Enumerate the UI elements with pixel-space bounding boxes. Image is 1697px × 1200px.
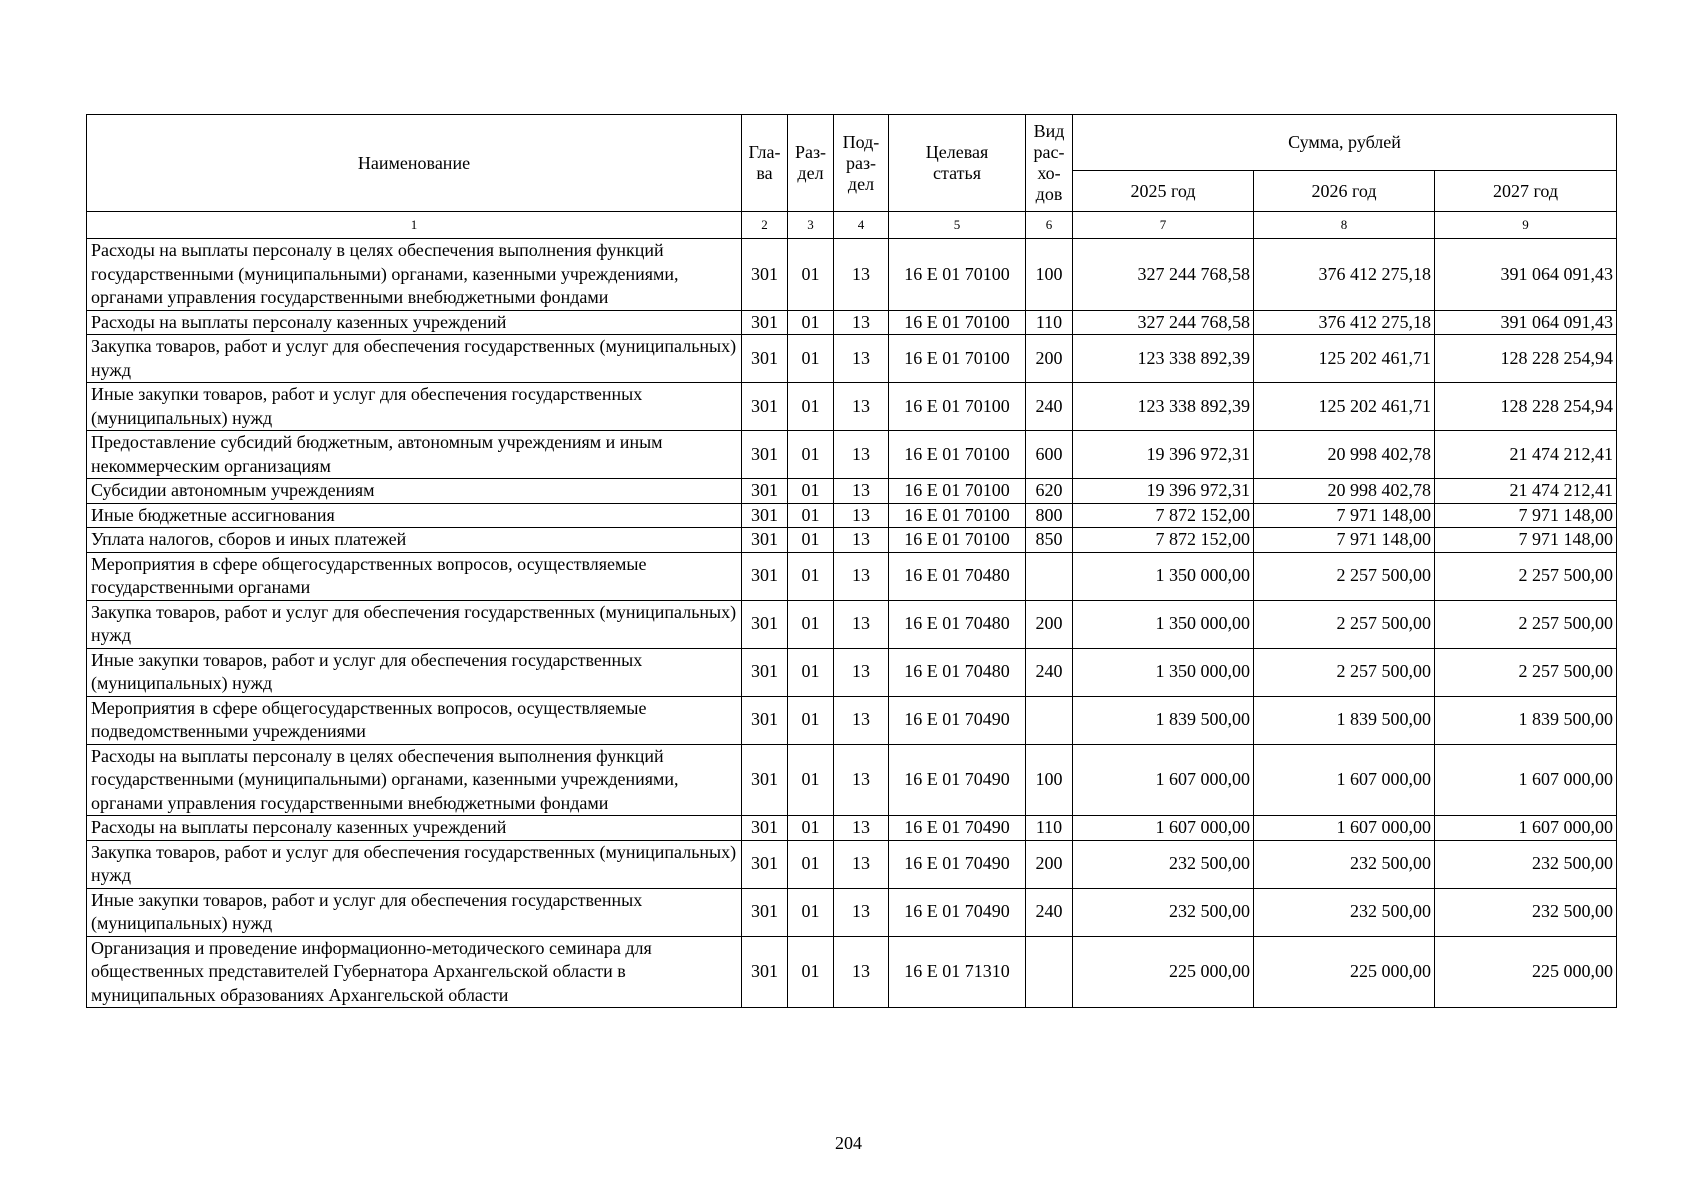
row-chapter: 301 (742, 431, 788, 479)
row-amount-2026: 2 257 500,00 (1254, 552, 1435, 600)
row-amount-2026: 1 607 000,00 (1254, 744, 1435, 816)
row-section: 01 (788, 239, 834, 311)
row-name: Мероприятия в сфере общегосударственных вопросов, осуществляемые государственными органами (87, 552, 742, 600)
row-target-article: 16 Е 01 70490 (889, 840, 1026, 888)
row-chapter: 301 (742, 936, 788, 1008)
row-section: 01 (788, 335, 834, 383)
col-number: 5 (889, 212, 1026, 239)
row-amount-2025: 7 872 152,00 (1073, 528, 1254, 553)
row-target-article: 16 Е 01 70100 (889, 479, 1026, 504)
header-section: Раз- дел (788, 115, 834, 212)
row-section: 01 (788, 696, 834, 744)
row-amount-2025: 232 500,00 (1073, 888, 1254, 936)
row-target-article: 16 Е 01 70480 (889, 600, 1026, 648)
row-chapter: 301 (742, 552, 788, 600)
row-name: Расходы на выплаты персоналу казенных учреждений (87, 816, 742, 841)
row-target-article: 16 Е 01 70490 (889, 816, 1026, 841)
row-name: Расходы на выплаты персоналу в целях обеспечения выполнения функций государственными (муниципальными) органами, казенными учреждениями, органами управления государственными внебюджетными фондами (87, 239, 742, 311)
col-number: 1 (87, 212, 742, 239)
row-expense-type (1026, 696, 1073, 744)
col-number: 2 (742, 212, 788, 239)
table-row (87, 310, 1617, 335)
row-amount-2026: 1 607 000,00 (1254, 816, 1435, 841)
row-name: Иные закупки товаров, работ и услуг для обеспечения государственных (муниципальных) нужд (87, 888, 742, 936)
row-amount-2025: 19 396 972,31 (1073, 479, 1254, 504)
row-amount-2025: 1 607 000,00 (1073, 816, 1254, 841)
row-amount-2025: 327 244 768,58 (1073, 310, 1254, 335)
row-target-article: 16 Е 01 70480 (889, 648, 1026, 696)
row-subsection: 13 (834, 528, 889, 553)
row-target-article: 16 Е 01 70100 (889, 528, 1026, 553)
row-amount-2025: 1 350 000,00 (1073, 600, 1254, 648)
header-expense-type: Вид рас- хо- дов (1026, 115, 1073, 212)
row-amount-2025: 19 396 972,31 (1073, 431, 1254, 479)
header-year-2026: 2026 год (1254, 171, 1435, 212)
row-section: 01 (788, 528, 834, 553)
row-amount-2027: 2 257 500,00 (1435, 648, 1617, 696)
col-number: 4 (834, 212, 889, 239)
table-row (87, 528, 1617, 553)
table-row (87, 744, 1617, 816)
row-amount-2027: 2 257 500,00 (1435, 600, 1617, 648)
row-section: 01 (788, 310, 834, 335)
row-amount-2026: 7 971 148,00 (1254, 503, 1435, 528)
row-section: 01 (788, 936, 834, 1008)
row-name: Предоставление субсидий бюджетным, автономным учреждениям и иным некоммерческим организациям (87, 431, 742, 479)
table-row (87, 503, 1617, 528)
row-expense-type: 240 (1026, 648, 1073, 696)
row-chapter: 301 (742, 816, 788, 841)
row-amount-2026: 2 257 500,00 (1254, 648, 1435, 696)
row-expense-type: 110 (1026, 310, 1073, 335)
row-chapter: 301 (742, 744, 788, 816)
row-chapter: 301 (742, 840, 788, 888)
row-amount-2027: 1 607 000,00 (1435, 816, 1617, 841)
table-row (87, 600, 1617, 648)
table-header (87, 115, 1617, 239)
row-expense-type: 110 (1026, 816, 1073, 841)
row-name: Иные бюджетные ассигнования (87, 503, 742, 528)
row-target-article: 16 Е 01 70490 (889, 888, 1026, 936)
row-target-article: 16 Е 01 70490 (889, 744, 1026, 816)
row-expense-type (1026, 552, 1073, 600)
row-amount-2027: 21 474 212,41 (1435, 431, 1617, 479)
row-chapter: 301 (742, 383, 788, 431)
table-row (87, 335, 1617, 383)
row-subsection: 13 (834, 239, 889, 311)
row-chapter: 301 (742, 888, 788, 936)
table-body (87, 239, 1617, 1008)
row-amount-2027: 2 257 500,00 (1435, 552, 1617, 600)
row-subsection: 13 (834, 888, 889, 936)
row-amount-2025: 1 607 000,00 (1073, 744, 1254, 816)
table-row (87, 479, 1617, 504)
row-amount-2025: 225 000,00 (1073, 936, 1254, 1008)
row-subsection: 13 (834, 816, 889, 841)
row-section: 01 (788, 552, 834, 600)
header-sum: Сумма, рублей (1073, 115, 1617, 171)
row-target-article: 16 Е 01 70100 (889, 335, 1026, 383)
row-section: 01 (788, 648, 834, 696)
row-amount-2026: 376 412 275,18 (1254, 310, 1435, 335)
row-target-article: 16 Е 01 70100 (889, 431, 1026, 479)
row-expense-type: 100 (1026, 744, 1073, 816)
row-amount-2026: 2 257 500,00 (1254, 600, 1435, 648)
table-row (87, 936, 1617, 1008)
row-expense-type: 200 (1026, 600, 1073, 648)
col-number: 8 (1254, 212, 1435, 239)
row-chapter: 301 (742, 503, 788, 528)
table-row (87, 696, 1617, 744)
row-amount-2027: 128 228 254,94 (1435, 383, 1617, 431)
row-chapter: 301 (742, 335, 788, 383)
table-row (87, 431, 1617, 479)
row-amount-2027: 21 474 212,41 (1435, 479, 1617, 504)
table-row (87, 888, 1617, 936)
row-subsection: 13 (834, 479, 889, 504)
row-section: 01 (788, 816, 834, 841)
row-name: Мероприятия в сфере общегосударственных вопросов, осуществляемые подведомственными учреждениями (87, 696, 742, 744)
row-amount-2026: 125 202 461,71 (1254, 335, 1435, 383)
row-chapter: 301 (742, 479, 788, 504)
row-amount-2027: 232 500,00 (1435, 840, 1617, 888)
row-amount-2026: 125 202 461,71 (1254, 383, 1435, 431)
table-row (87, 239, 1617, 311)
row-chapter: 301 (742, 528, 788, 553)
row-amount-2026: 225 000,00 (1254, 936, 1435, 1008)
row-amount-2027: 7 971 148,00 (1435, 528, 1617, 553)
row-amount-2027: 1 839 500,00 (1435, 696, 1617, 744)
row-name: Расходы на выплаты персоналу в целях обеспечения выполнения функций государственными (муниципальными) органами, казенными учреждениями, органами управления государственными внебюджетными фондами (87, 744, 742, 816)
row-target-article: 16 Е 01 70100 (889, 310, 1026, 335)
row-amount-2027: 128 228 254,94 (1435, 335, 1617, 383)
row-subsection: 13 (834, 840, 889, 888)
row-section: 01 (788, 840, 834, 888)
header-chapter: Гла- ва (742, 115, 788, 212)
row-chapter: 301 (742, 648, 788, 696)
row-amount-2026: 232 500,00 (1254, 888, 1435, 936)
row-section: 01 (788, 744, 834, 816)
row-name: Иные закупки товаров, работ и услуг для обеспечения государственных (муниципальных) нужд (87, 648, 742, 696)
row-target-article: 16 Е 01 70480 (889, 552, 1026, 600)
row-section: 01 (788, 479, 834, 504)
row-subsection: 13 (834, 600, 889, 648)
row-amount-2027: 225 000,00 (1435, 936, 1617, 1008)
row-name: Закупка товаров, работ и услуг для обеспечения государственных (муниципальных) нужд (87, 840, 742, 888)
row-amount-2025: 327 244 768,58 (1073, 239, 1254, 311)
row-name: Закупка товаров, работ и услуг для обеспечения государственных (муниципальных) нужд (87, 600, 742, 648)
header-subsection: Под- раз- дел (834, 115, 889, 212)
row-amount-2027: 1 607 000,00 (1435, 744, 1617, 816)
row-expense-type: 200 (1026, 335, 1073, 383)
table-row (87, 816, 1617, 841)
row-target-article: 16 Е 01 70490 (889, 696, 1026, 744)
row-chapter: 301 (742, 239, 788, 311)
row-target-article: 16 Е 01 70100 (889, 239, 1026, 311)
row-name: Иные закупки товаров, работ и услуг для обеспечения государственных (муниципальных) нужд (87, 383, 742, 431)
row-amount-2025: 232 500,00 (1073, 840, 1254, 888)
page-number: 204 (835, 1133, 862, 1153)
header-target-article: Целевая статья (889, 115, 1026, 212)
budget-table (86, 114, 1617, 1008)
row-name: Закупка товаров, работ и услуг для обеспечения государственных (муниципальных) нужд (87, 335, 742, 383)
row-section: 01 (788, 503, 834, 528)
table-row (87, 552, 1617, 600)
row-section: 01 (788, 600, 834, 648)
row-subsection: 13 (834, 310, 889, 335)
row-amount-2027: 391 064 091,43 (1435, 239, 1617, 311)
row-target-article: 16 Е 01 70100 (889, 383, 1026, 431)
row-subsection: 13 (834, 431, 889, 479)
header-year-2025: 2025 год (1073, 171, 1254, 212)
row-amount-2027: 391 064 091,43 (1435, 310, 1617, 335)
row-amount-2027: 232 500,00 (1435, 888, 1617, 936)
row-amount-2025: 1 350 000,00 (1073, 648, 1254, 696)
column-numbers-row (87, 212, 1617, 239)
row-subsection: 13 (834, 503, 889, 528)
row-amount-2025: 123 338 892,39 (1073, 383, 1254, 431)
header-year-2027: 2027 год (1435, 171, 1617, 212)
row-amount-2027: 7 971 148,00 (1435, 503, 1617, 528)
row-expense-type: 800 (1026, 503, 1073, 528)
row-amount-2026: 376 412 275,18 (1254, 239, 1435, 311)
row-amount-2025: 1 350 000,00 (1073, 552, 1254, 600)
row-target-article: 16 Е 01 70100 (889, 503, 1026, 528)
col-number: 9 (1435, 212, 1617, 239)
row-target-article: 16 Е 01 71310 (889, 936, 1026, 1008)
row-chapter: 301 (742, 310, 788, 335)
row-section: 01 (788, 431, 834, 479)
row-subsection: 13 (834, 335, 889, 383)
row-amount-2026: 1 839 500,00 (1254, 696, 1435, 744)
row-chapter: 301 (742, 600, 788, 648)
row-amount-2026: 20 998 402,78 (1254, 431, 1435, 479)
row-amount-2026: 7 971 148,00 (1254, 528, 1435, 553)
row-name: Уплата налогов, сборов и иных платежей (87, 528, 742, 553)
row-amount-2025: 7 872 152,00 (1073, 503, 1254, 528)
row-expense-type (1026, 936, 1073, 1008)
col-number: 6 (1026, 212, 1073, 239)
row-subsection: 13 (834, 552, 889, 600)
row-name: Субсидии автономным учреждениям (87, 479, 742, 504)
row-subsection: 13 (834, 696, 889, 744)
row-section: 01 (788, 888, 834, 936)
row-amount-2025: 123 338 892,39 (1073, 335, 1254, 383)
col-number: 3 (788, 212, 834, 239)
table-row (87, 383, 1617, 431)
col-number: 7 (1073, 212, 1254, 239)
row-subsection: 13 (834, 383, 889, 431)
row-name: Организация и проведение информационно-методического семинара для общественных представителей Губернатора Архангельской области в муниципальных образованиях Архангельской области (87, 936, 742, 1008)
row-expense-type: 200 (1026, 840, 1073, 888)
table-row (87, 840, 1617, 888)
row-subsection: 13 (834, 936, 889, 1008)
row-subsection: 13 (834, 744, 889, 816)
row-expense-type: 600 (1026, 431, 1073, 479)
table-row (87, 648, 1617, 696)
row-amount-2025: 1 839 500,00 (1073, 696, 1254, 744)
row-expense-type: 620 (1026, 479, 1073, 504)
row-subsection: 13 (834, 648, 889, 696)
header-name: Наименование (87, 115, 742, 212)
row-expense-type: 850 (1026, 528, 1073, 553)
row-expense-type: 240 (1026, 888, 1073, 936)
row-expense-type: 100 (1026, 239, 1073, 311)
row-amount-2026: 232 500,00 (1254, 840, 1435, 888)
row-name: Расходы на выплаты персоналу казенных учреждений (87, 310, 742, 335)
row-amount-2026: 20 998 402,78 (1254, 479, 1435, 504)
row-section: 01 (788, 383, 834, 431)
row-expense-type: 240 (1026, 383, 1073, 431)
row-chapter: 301 (742, 696, 788, 744)
